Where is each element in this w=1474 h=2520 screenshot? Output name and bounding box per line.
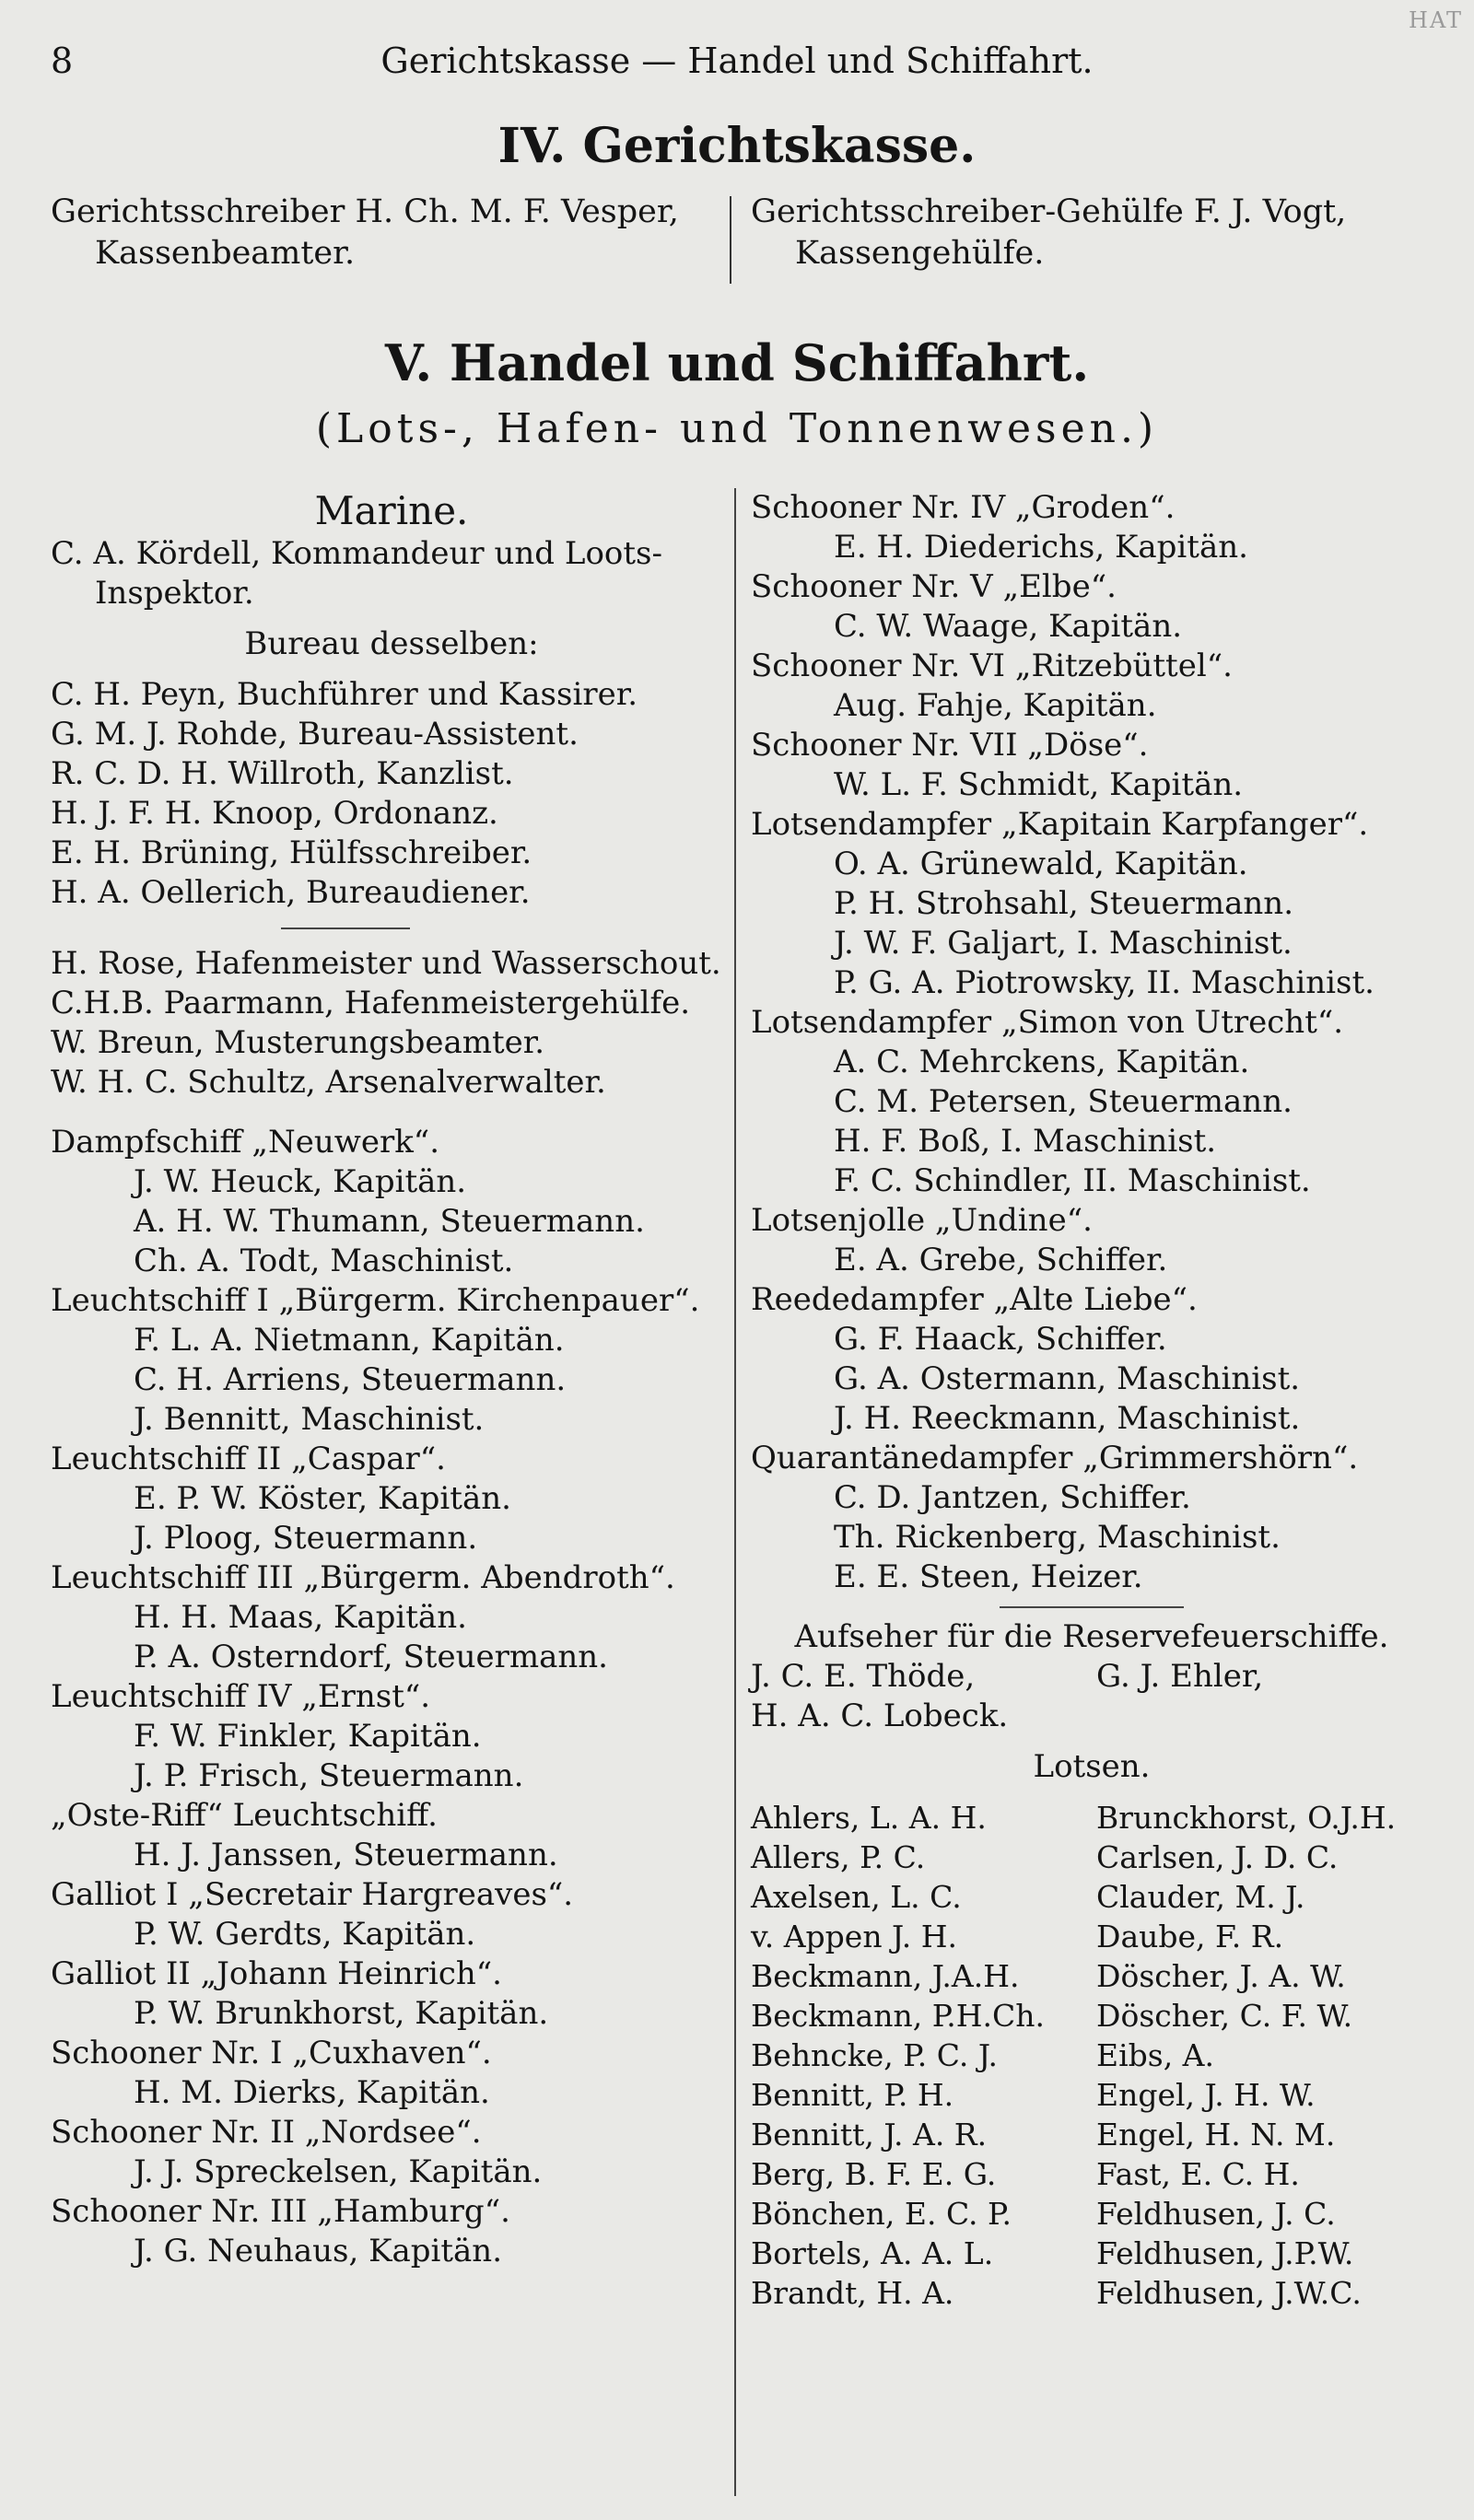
- page-number: 8: [51, 41, 74, 81]
- court-clerk-line-1: Gerichtsschreiber H. Ch. M. F. Vesper,: [51, 193, 679, 230]
- list-item: C. H. Peyn, Buchführer und Kassirer.: [51, 676, 638, 713]
- crew-item: H. J. Janssen, Steuermann.: [134, 1837, 558, 1873]
- aufseher-heading: Aufseher für die Reservefeuerschiffe.: [794, 1618, 1389, 1655]
- court-staff: [51, 192, 1423, 274]
- pilot-row: [751, 2234, 1433, 2273]
- crew-item: J. H. Reeckmann, Maschinist.: [834, 1400, 1301, 1437]
- pilot-name: Bortels, A. A. L.: [751, 2235, 994, 2271]
- crew-item: Aug. Fahje, Kapitän.: [834, 687, 1157, 724]
- pilot-name: Feldhusen, J.W.C.: [1096, 2275, 1362, 2311]
- crew-item: E. H. Diederichs, Kapitän.: [834, 529, 1248, 566]
- kommandeur-line-2: Inspektor.: [95, 575, 254, 612]
- pilot-name: Carlsen, J. D. C.: [1096, 1839, 1339, 1875]
- section-rule: [1000, 1606, 1184, 1608]
- court-assistant-line-1: Gerichtsschreiber-Gehülfe F. J. Vogt,: [751, 193, 1347, 230]
- list-item: E. H. Brüning, Hülfsschreiber.: [51, 834, 532, 871]
- pilot-name: Engel, J. H. W.: [1096, 2077, 1316, 2113]
- pilot-name: Bennitt, J. A. R.: [751, 2117, 988, 2152]
- list-item: W. Breun, Musterungsbeamter.: [51, 1024, 545, 1061]
- vessel-name: Schooner Nr. I „Cuxhaven“.: [51, 2035, 492, 2071]
- vessel-name: Reededampfer „Alte Liebe“.: [751, 1281, 1198, 1318]
- left-column: [51, 488, 732, 2271]
- pilot-row: [751, 1917, 1433, 1956]
- pilot-name: Brunckhorst, O.J.H.: [1096, 1800, 1397, 1836]
- crew-item: P. W. Gerdts, Kapitän.: [134, 1916, 476, 1953]
- vessel-name: Schooner Nr. VII „Döse“.: [751, 727, 1149, 764]
- crew-item: J. W. Heuck, Kapitän.: [134, 1163, 467, 1200]
- lotsen-heading: Lotsen.: [1033, 1748, 1151, 1785]
- pilot-name: Döscher, C. F. W.: [1096, 1998, 1353, 2034]
- list-item: H. Rose, Hafenmeister und Wasserschout.: [51, 945, 721, 982]
- pilot-row: [751, 2194, 1433, 2234]
- pilot-name: Axelsen, L. C.: [751, 1879, 962, 1915]
- court-assistant-line-2: Kassengehülfe.: [795, 235, 1045, 272]
- pilot-row: [751, 2154, 1433, 2194]
- pilot-row: [751, 2115, 1433, 2154]
- section-iv-title: IV. Gerichtskasse.: [497, 118, 977, 174]
- list-item: G. M. J. Rohde, Bureau-Assistent.: [51, 716, 579, 752]
- crew-item: C. H. Arriens, Steuermann.: [134, 1361, 567, 1398]
- list-item: W. H. C. Schultz, Arsenalverwalter.: [51, 1064, 606, 1101]
- pilot-name: Ahlers, L. A. H.: [751, 1800, 987, 1836]
- crew-item: C. M. Petersen, Steuermann.: [834, 1083, 1293, 1120]
- pilot-row: [751, 2075, 1433, 2115]
- crew-item: C. W. Waage, Kapitän.: [834, 608, 1183, 645]
- pilot-name: Engel, H. N. M.: [1096, 2117, 1336, 2152]
- crew-item: P. A. Osterndorf, Steuermann.: [134, 1639, 608, 1675]
- vessel-name: Leuchtschiff IV „Ernst“.: [51, 1678, 431, 1715]
- pilot-row: [751, 2273, 1433, 2313]
- crew-item: E. A. Grebe, Schiffer.: [834, 1242, 1168, 1278]
- vessel-name: Schooner Nr. IV „Groden“.: [751, 489, 1176, 526]
- vessel-name: Lotsendampfer „Simon von Utrecht“.: [751, 1004, 1344, 1041]
- crew-item: G. A. Ostermann, Maschinist.: [834, 1360, 1301, 1397]
- crew-item: A. H. W. Thumann, Steuermann.: [134, 1203, 645, 1240]
- crew-item: A. C. Mehrckens, Kapitän.: [834, 1044, 1250, 1080]
- pilot-name: Döscher, J. A. W.: [1096, 1958, 1346, 1994]
- vessel-name: Schooner Nr. II „Nordsee“.: [51, 2114, 482, 2151]
- kommandeur-line-1: C. A. Kördell, Kommandeur und Loots-: [51, 535, 662, 572]
- pilot-row: [751, 2036, 1433, 2075]
- vessel-name: Galliot I „Secretair Hargreaves“.: [51, 1876, 574, 1913]
- pilot-name: v. Appen J. H.: [751, 1919, 957, 1954]
- right-column: [751, 488, 1433, 2313]
- crew-item: P. G. A. Piotrowsky, II. Maschinist.: [834, 964, 1375, 1001]
- vessel-name: Schooner Nr. III „Hamburg“.: [51, 2193, 510, 2230]
- aufseher-name: H. A. C. Lobeck.: [751, 1698, 1009, 1734]
- vessel-name: Leuchtschiff II „Caspar“.: [51, 1441, 446, 1477]
- crew-item: H. H. Maas, Kapitän.: [134, 1599, 467, 1636]
- aufseher-name: J. C. E. Thöde,: [751, 1658, 976, 1695]
- pilot-name: Beckmann, J.A.H.: [751, 1958, 1020, 1994]
- pilot-row: [751, 1877, 1433, 1917]
- crew-item: J. G. Neuhaus, Kapitän.: [134, 2233, 503, 2269]
- pilot-name: Bönchen, E. C. P.: [751, 2196, 1012, 2232]
- section-v-subtitle: (Lots-, Hafen- und Tonnenwesen.): [315, 405, 1159, 452]
- court-clerk: [51, 192, 723, 274]
- column-divider: [734, 488, 736, 2496]
- pilot-name: Eibs, A.: [1096, 2037, 1215, 2073]
- pilot-row: [751, 1798, 1433, 1838]
- crew-item: H. F. Boß, I. Maschinist.: [834, 1123, 1217, 1160]
- running-title: Gerichtskasse — Handel und Schiffahrt.: [380, 41, 1094, 81]
- pilot-name: Bennitt, P. H.: [751, 2077, 954, 2113]
- margin-mark: HAT: [1409, 7, 1463, 33]
- pilot-name: Clauder, M. J.: [1096, 1879, 1305, 1915]
- pilot-row: [751, 1838, 1433, 1877]
- pilot-row: [751, 1996, 1433, 2036]
- aufseher-row: [751, 1657, 1433, 1697]
- pilot-name: Brandt, H. A.: [751, 2275, 954, 2311]
- pilot-name: Feldhusen, J. C.: [1096, 2196, 1336, 2232]
- vessel-name: Lotsenjolle „Undine“.: [751, 1202, 1093, 1239]
- crew-item: H. M. Dierks, Kapitän.: [134, 2074, 490, 2111]
- vessel-name: Leuchtschiff I „Bürgerm. Kirchenpauer“.: [51, 1282, 700, 1319]
- marine-heading: Marine.: [314, 488, 469, 533]
- crew-item: G. F. Haack, Schiffer.: [834, 1321, 1167, 1358]
- running-head: [51, 41, 1423, 96]
- vessel-name: Leuchtschiff III „Bürgerm. Abendroth“.: [51, 1559, 675, 1596]
- list-item: R. C. D. H. Willroth, Kanzlist.: [51, 755, 514, 792]
- vessel-name: Schooner Nr. V „Elbe“.: [751, 568, 1117, 605]
- crew-item: J. Bennitt, Maschinist.: [134, 1401, 485, 1438]
- section-rule: [281, 928, 410, 929]
- crew-item: P. H. Strohsahl, Steuermann.: [834, 885, 1294, 922]
- crew-item: J. P. Frisch, Steuermann.: [134, 1757, 524, 1794]
- vessel-name: Lotsendampfer „Kapitain Karpfanger“.: [751, 806, 1369, 843]
- pilot-name: Berg, B. F. E. G.: [751, 2156, 997, 2192]
- crew-item: E. E. Steen, Heizer.: [834, 1558, 1143, 1595]
- column-divider: [730, 196, 731, 284]
- crew-item: J. Ploog, Steuermann.: [134, 1520, 478, 1557]
- crew-item: C. D. Jantzen, Schiffer.: [834, 1479, 1191, 1516]
- vessel-name: Dampfschiff „Neuwerk“.: [51, 1124, 439, 1161]
- pilot-name: Feldhusen, J.P.W.: [1096, 2235, 1354, 2271]
- bureau-heading: Bureau desselben:: [244, 625, 539, 662]
- crew-item: Ch. A. Todt, Maschinist.: [134, 1242, 514, 1279]
- pilot-name: Behncke, P. C. J.: [751, 2037, 998, 2073]
- vessel-name: „Oste-Riff“ Leuchtschiff.: [51, 1797, 438, 1834]
- crew-item: E. P. W. Köster, Kapitän.: [134, 1480, 511, 1517]
- list-item: H. A. Oellerich, Bureaudiener.: [51, 874, 531, 911]
- pilot-name: Daube, F. R.: [1096, 1919, 1284, 1954]
- crew-item: F. L. A. Nietmann, Kapitän.: [134, 1322, 565, 1359]
- court-assistant: [751, 192, 1423, 274]
- crew-item: F. W. Finkler, Kapitän.: [134, 1718, 482, 1755]
- section-v-title: V. Handel und Schiffahrt.: [384, 333, 1090, 392]
- pilot-name: Beckmann, P.H.Ch.: [751, 1998, 1045, 2034]
- list-item: C.H.B. Paarmann, Hafenmeistergehülfe.: [51, 985, 691, 1021]
- crew-item: O. A. Grünewald, Kapitän.: [834, 846, 1248, 882]
- pilot-row: [751, 1956, 1433, 1996]
- list-item: H. J. F. H. Knoop, Ordonanz.: [51, 795, 498, 832]
- aufseher-name: G. J. Ehler,: [1096, 1658, 1264, 1695]
- crew-item: Th. Rickenberg, Maschinist.: [834, 1519, 1281, 1556]
- crew-item: J. W. F. Galjart, I. Maschinist.: [834, 925, 1293, 962]
- pilot-name: Allers, P. C.: [751, 1839, 926, 1875]
- pilot-name: Fast, E. C. H.: [1096, 2156, 1300, 2192]
- crew-item: F. C. Schindler, II. Maschinist.: [834, 1162, 1311, 1199]
- vessel-name: Galliot II „Johann Heinrich“.: [51, 1955, 502, 1992]
- crew-item: J. J. Spreckelsen, Kapitän.: [134, 2153, 543, 2190]
- vessel-name: Schooner Nr. VI „Ritzebüttel“.: [751, 648, 1233, 684]
- crew-item: P. W. Brunkhorst, Kapitän.: [134, 1995, 549, 2032]
- court-clerk-line-2: Kassenbeamter.: [95, 235, 356, 272]
- crew-item: W. L. F. Schmidt, Kapitän.: [834, 766, 1244, 803]
- vessel-name: Quarantänedampfer „Grimmershörn“.: [751, 1440, 1359, 1476]
